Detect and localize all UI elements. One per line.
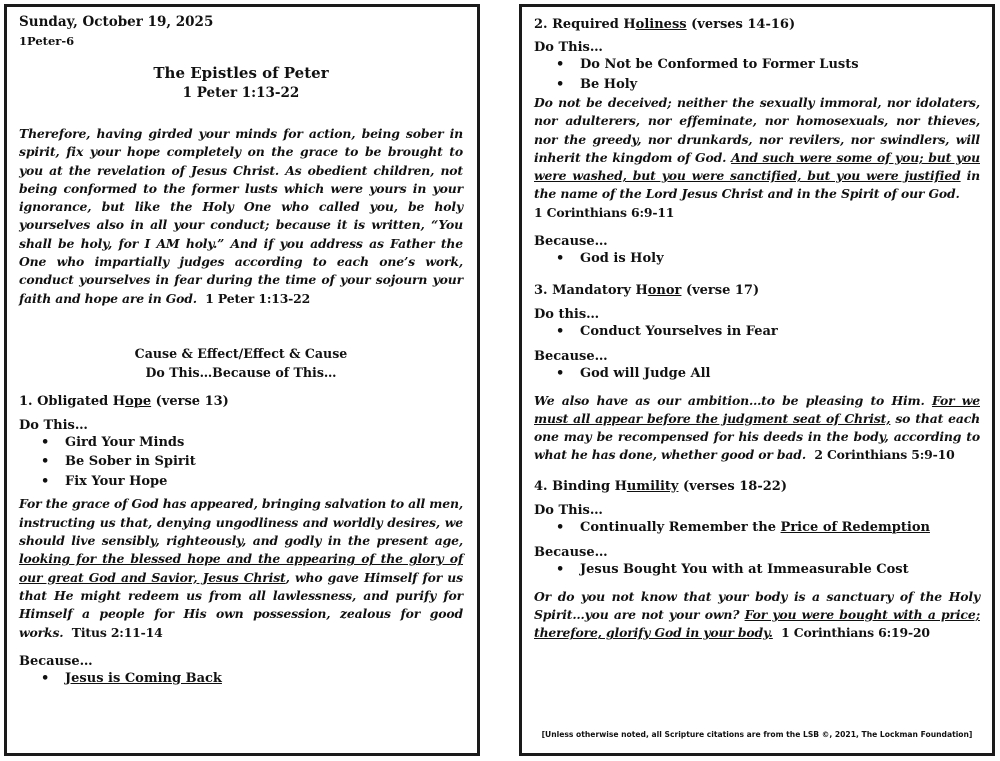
section-1-do-label: Do This… (19, 417, 88, 433)
section-4-suffix: (verses 18-22) (678, 478, 787, 494)
center-heading-2: Do This…Because of This… (145, 364, 337, 380)
section-1-heading (19, 394, 463, 409)
list-item-text: Conduct Yourselves in Fear (580, 323, 778, 339)
section-2-because-label: Because… (534, 234, 608, 250)
list-item (19, 452, 463, 472)
section-3-passage (534, 392, 980, 465)
page-subtitle: 1 Peter 1:13-22 (182, 85, 300, 101)
list-item-text: Be Sober in Spirit (65, 454, 196, 470)
list-item (534, 249, 980, 269)
bullet-icon: • (556, 57, 565, 72)
intro-passage (19, 125, 463, 308)
list-item-underlined: Price of Redemption (780, 519, 930, 535)
passage-ref: 1 Corinthians 6:9-11 (534, 204, 675, 220)
bullet-icon: • (556, 519, 565, 535)
section-1-underlined: ope (125, 393, 152, 409)
list-item (534, 55, 980, 75)
section-3-because-list (534, 364, 980, 384)
intro-text: Therefore, having girded your minds for action, being sober in spirit, fix your hope completely on the grace to be brought to you at the revelation of Jesus Christ. As obedient children, not being conformed to the former lusts which were yours in your ignorance, but like the Holy One who called you, be holy yourselves also in all your conduct; because it is written, “You shall be holy, for I AM holy.” And if you address as Father the One who impartially judges according to each one’s work, conduct yourselves in fear during the time of your sojourn your faith and hope are in God. (19, 126, 463, 306)
list-item (534, 322, 980, 342)
section-1-do-list (19, 433, 463, 492)
bullet-icon: • (556, 323, 565, 339)
passage-text-end: , who gave Himself for us that He might redeem us from all lawlessness, and purify for Himself a people for His own possession, zealous for good works. (19, 569, 463, 640)
list-item (19, 669, 463, 689)
section-4-do-list (534, 518, 980, 538)
bullet-icon: • (556, 251, 565, 267)
list-item-text: Fix Your Hope (65, 473, 168, 489)
section-1-passage (19, 495, 463, 641)
list-item-text: Do Not be Conformed to Former Lusts (580, 57, 859, 72)
lesson-code: 1Peter-6 (19, 34, 75, 48)
bullet-icon: • (41, 473, 50, 489)
section-2-heading (534, 17, 980, 32)
passage-text: We also have as our ambition…to be pleasing to Him. (534, 392, 932, 408)
page-title: The Epistles of Peter (153, 64, 329, 82)
list-item (534, 75, 980, 95)
section-4-underlined: umility (626, 478, 679, 494)
right-page (519, 4, 995, 756)
list-item (19, 472, 463, 492)
list-item-text: Jesus Bought You with at Immeasurable Cost (580, 562, 909, 578)
section-1-prefix: 1. Obligated H (19, 393, 126, 409)
bullet-icon: • (41, 670, 50, 686)
section-3-underlined: onor (647, 282, 682, 298)
section-2-underlined: oliness (635, 17, 687, 32)
sermon-date: Sunday, October 19, 2025 (19, 14, 214, 30)
section-2-do-list (534, 55, 980, 94)
section-4-prefix: 4. Binding H (534, 478, 627, 494)
passage-text: Do not be deceived; neither the sexually immoral, nor idolaters, nor adulterers, nor effeminate, nor homosexuals, nor thieves, nor the greedy, nor drunkards, nor revilers, nor swindlers, will inherit the kingdom of God. (534, 95, 980, 165)
passage-ref: Titus 2:11-14 (71, 624, 163, 640)
section-3-do-label: Do this… (534, 306, 600, 322)
section-3-because-label: Because… (534, 349, 608, 365)
section-2-because-list (534, 249, 980, 269)
section-3-prefix: 3. Mandatory H (534, 282, 648, 298)
bullet-icon: • (556, 366, 565, 382)
list-item (19, 433, 463, 453)
section-2-passage (534, 94, 980, 222)
passage-underlined: For you were bought with a price; therefore, glorify God in your body. (534, 607, 980, 641)
list-item-text: Jesus is Coming Back (65, 670, 222, 686)
intro-ref: 1 Peter 1:13-22 (205, 290, 311, 306)
list-item-text: God is Holy (580, 251, 664, 267)
passage-ref: 2 Corinthians 5:9-10 (814, 447, 955, 463)
passage-text-end: so that each one may be recompensed for his deeds in the body, according to what he has done, whether good or bad. (534, 410, 980, 463)
section-1-because-list (19, 669, 463, 689)
section-1-suffix: (verse 13) (151, 393, 229, 409)
list-item-text: Be Holy (580, 76, 638, 92)
section-4-do-label: Do This… (534, 502, 603, 518)
left-page (4, 4, 480, 756)
bullet-icon: • (41, 434, 50, 450)
bullet-icon: • (556, 562, 565, 578)
passage-ref: 1 Corinthians 6:19-20 (781, 625, 930, 641)
list-item-text: Gird Your Minds (65, 434, 185, 450)
passage-underlined: For we must all appear before the judgment seat of Christ, (534, 392, 980, 426)
list-item-text: Continually Remember the (580, 519, 781, 535)
passage-text: For the grace of God has appeared, bringing salvation to all men, instructing us that, denying ungodliness and worldly desires, we should live sensibly, righteously, and godly in the present age, (19, 496, 463, 549)
section-4-because-list (534, 560, 980, 580)
section-3-do-list (534, 322, 980, 342)
passage-text-end: in the name of the Lord Jesus Christ and in the Spirit of our God. (534, 168, 980, 202)
copyright-footnote: [Unless otherwise noted, all Scripture citations are from the LSB ©, 2021, The Lockman Foundation] (541, 730, 973, 739)
section-4-heading (534, 479, 980, 494)
passage-underlined: And such were some of you; but you were washed, but you were sanctified, but you were justified (534, 149, 980, 184)
section-2-do-label: Do This… (534, 40, 603, 55)
list-item (534, 364, 980, 384)
section-4-because-label: Because… (534, 545, 608, 561)
list-item (534, 518, 980, 538)
passage-text: Or do you not know that your body is a sanctuary of the Holy Spirit…you are not your own? (534, 588, 980, 623)
section-4-passage (534, 588, 980, 643)
passage-underlined: looking for the blessed hope and the appearing of the glory of our great God and Savior, Jesus Christ (19, 551, 463, 585)
list-item (534, 560, 980, 580)
section-1-because-label: Because… (19, 653, 93, 669)
bullet-icon: • (556, 76, 565, 92)
section-3-heading (534, 283, 980, 298)
section-2-prefix: 2. Required H (534, 17, 636, 32)
center-heading-1: Cause & Effect/Effect & Cause (134, 345, 348, 361)
list-item-text: God will Judge All (580, 366, 711, 382)
section-3-suffix: (verse 17) (681, 282, 760, 298)
section-2-suffix: (verses 14-16) (686, 17, 796, 32)
bullet-icon: • (41, 454, 50, 470)
